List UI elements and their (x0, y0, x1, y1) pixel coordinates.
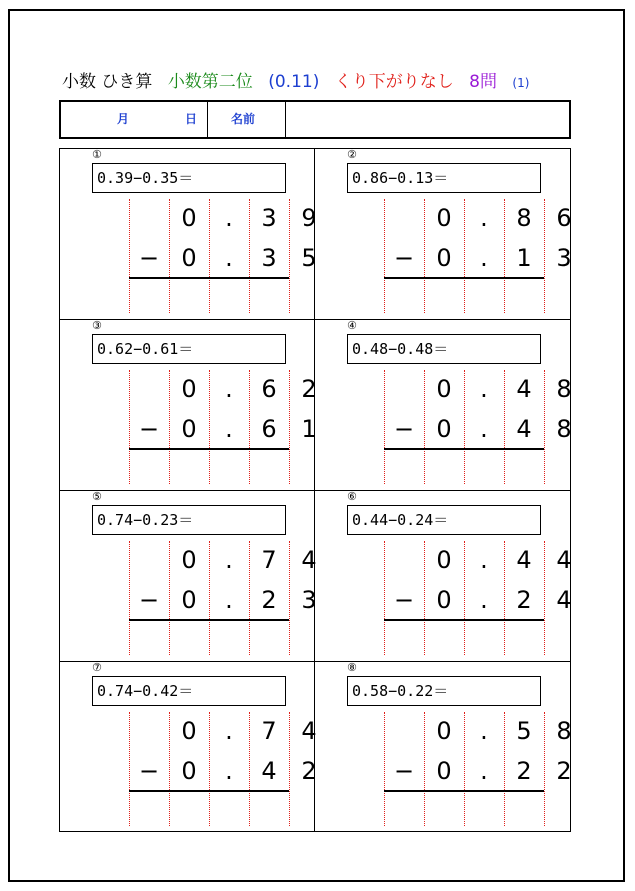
minuend-digit: 5 (516, 717, 532, 745)
equation-answer-box: 0.86−0.13＝ (347, 163, 541, 193)
date-divider (207, 102, 208, 137)
subtrahend-digit: 0 (181, 415, 197, 443)
subtrahend-digit: . (225, 586, 233, 614)
minuend-digit: . (225, 717, 233, 745)
title-topic: 小数第二位 (167, 72, 253, 92)
minuend-digit: 6 (556, 204, 572, 232)
subtrahend-digit: 2 (516, 586, 532, 614)
subtrahend-digit: 4 (556, 586, 572, 614)
subtrahend-digit: 0 (436, 244, 452, 272)
subtrahend-digit: 3 (301, 586, 317, 614)
subtrahend-digit: 1 (516, 244, 532, 272)
minuend-digit: 0 (181, 717, 197, 745)
subtrahend-digit: 2 (301, 757, 317, 785)
equation-answer-box: 0.62−0.61＝ (92, 334, 286, 364)
subtrahend-digit: 3 (556, 244, 572, 272)
problem-grid (59, 148, 571, 832)
minuend-digit: 0 (181, 375, 197, 403)
subtrahend-digit: . (225, 757, 233, 785)
minuend-digit: . (480, 717, 488, 745)
minuend-digit: 7 (261, 546, 277, 574)
subtrahend-digit: 2 (261, 586, 277, 614)
problem-cell (315, 662, 570, 831)
subtrahend-digit: 8 (556, 415, 572, 443)
minuend-digit: 0 (181, 546, 197, 574)
problem-cell (60, 149, 315, 320)
problem-number: ② (347, 148, 357, 161)
subtrahend-digit: 0 (436, 757, 452, 785)
subtrahend-digit: . (225, 244, 233, 272)
minuend-digit: . (480, 546, 488, 574)
minus-sign: − (138, 415, 160, 443)
problem-number: ⑦ (92, 661, 102, 674)
minuend-digit: 8 (556, 717, 572, 745)
minuend-digit: 9 (301, 204, 317, 232)
subtrahend-digit: 4 (261, 757, 277, 785)
name-label: 名前 (231, 112, 256, 126)
problem-cell (60, 320, 315, 491)
subtrahend-digit: . (480, 757, 488, 785)
subtrahend-digit: 0 (181, 586, 197, 614)
subtrahend-digit: 0 (181, 244, 197, 272)
subtrahend-digit: 2 (516, 757, 532, 785)
subtrahend-digit: 2 (556, 757, 572, 785)
answer-line (384, 790, 544, 792)
equation-answer-box: 0.74−0.42＝ (92, 676, 286, 706)
minuend-digit: 4 (301, 717, 317, 745)
minuend-digit: 0 (181, 204, 197, 232)
subtrahend-digit: . (225, 415, 233, 443)
minuend-digit: 4 (556, 546, 572, 574)
answer-line (129, 277, 289, 279)
title-range: (0.11) (268, 72, 320, 92)
worksheet-title (62, 70, 539, 94)
title-condition: くり下がりなし (334, 72, 454, 92)
minuend-digit: 4 (516, 546, 532, 574)
minuend-digit: 6 (261, 375, 277, 403)
minus-sign: − (138, 757, 160, 785)
equation-answer-box: 0.44−0.24＝ (347, 505, 541, 535)
equation-answer-box: 0.58−0.22＝ (347, 676, 541, 706)
minuend-digit: 0 (436, 546, 452, 574)
minuend-digit: . (225, 546, 233, 574)
name-divider (285, 102, 286, 137)
minus-sign: − (393, 757, 415, 785)
subtrahend-digit: 3 (261, 244, 277, 272)
equation-answer-box: 0.74−0.23＝ (92, 505, 286, 535)
subtrahend-digit: 6 (261, 415, 277, 443)
title-count: 8問 (469, 72, 497, 92)
problem-cell (60, 491, 315, 662)
subtrahend-digit: . (480, 586, 488, 614)
answer-line (129, 448, 289, 450)
minus-sign: − (393, 415, 415, 443)
problem-number: ① (92, 148, 102, 161)
minus-sign: − (393, 586, 415, 614)
problem-cell (315, 491, 570, 662)
minuend-digit: 8 (556, 375, 572, 403)
problem-number: ⑤ (92, 490, 102, 503)
minus-sign: − (138, 586, 160, 614)
minuend-digit: 4 (516, 375, 532, 403)
minuend-digit: . (225, 204, 233, 232)
minuend-digit: 7 (261, 717, 277, 745)
title-subject: 小数 ひき算 (62, 72, 153, 92)
minuend-digit: . (480, 375, 488, 403)
minuend-digit: 0 (436, 717, 452, 745)
minuend-digit: 4 (301, 546, 317, 574)
equation-answer-box: 0.48−0.48＝ (347, 334, 541, 364)
day-label: 日 (185, 112, 198, 126)
subtrahend-digit: 0 (181, 757, 197, 785)
subtrahend-digit: 5 (301, 244, 317, 272)
problem-cell (315, 320, 570, 491)
equation-answer-box: 0.39−0.35＝ (92, 163, 286, 193)
minuend-digit: . (225, 375, 233, 403)
problem-number: ⑧ (347, 661, 357, 674)
subtrahend-digit: . (480, 415, 488, 443)
problem-number: ③ (92, 319, 102, 332)
minuend-digit: . (480, 204, 488, 232)
subtrahend-digit: 4 (516, 415, 532, 443)
subtrahend-digit: 0 (436, 586, 452, 614)
subtrahend-digit: . (480, 244, 488, 272)
minuend-digit: 0 (436, 375, 452, 403)
problem-number: ⑥ (347, 490, 357, 503)
minuend-digit: 8 (516, 204, 532, 232)
month-label: 月 (117, 112, 130, 126)
answer-line (384, 448, 544, 450)
title-sheet-number: (1) (512, 76, 530, 90)
problem-cell (315, 149, 570, 320)
name-date-box (59, 100, 571, 139)
problem-number: ④ (347, 319, 357, 332)
answer-line (129, 619, 289, 621)
problem-cell (60, 662, 315, 831)
minuend-digit: 3 (261, 204, 277, 232)
subtrahend-digit: 0 (436, 415, 452, 443)
answer-line (384, 277, 544, 279)
minus-sign: − (138, 244, 160, 272)
minuend-digit: 0 (436, 204, 452, 232)
minuend-digit: 2 (301, 375, 317, 403)
answer-line (384, 619, 544, 621)
answer-line (129, 790, 289, 792)
subtrahend-digit: 1 (301, 415, 317, 443)
minus-sign: − (393, 244, 415, 272)
